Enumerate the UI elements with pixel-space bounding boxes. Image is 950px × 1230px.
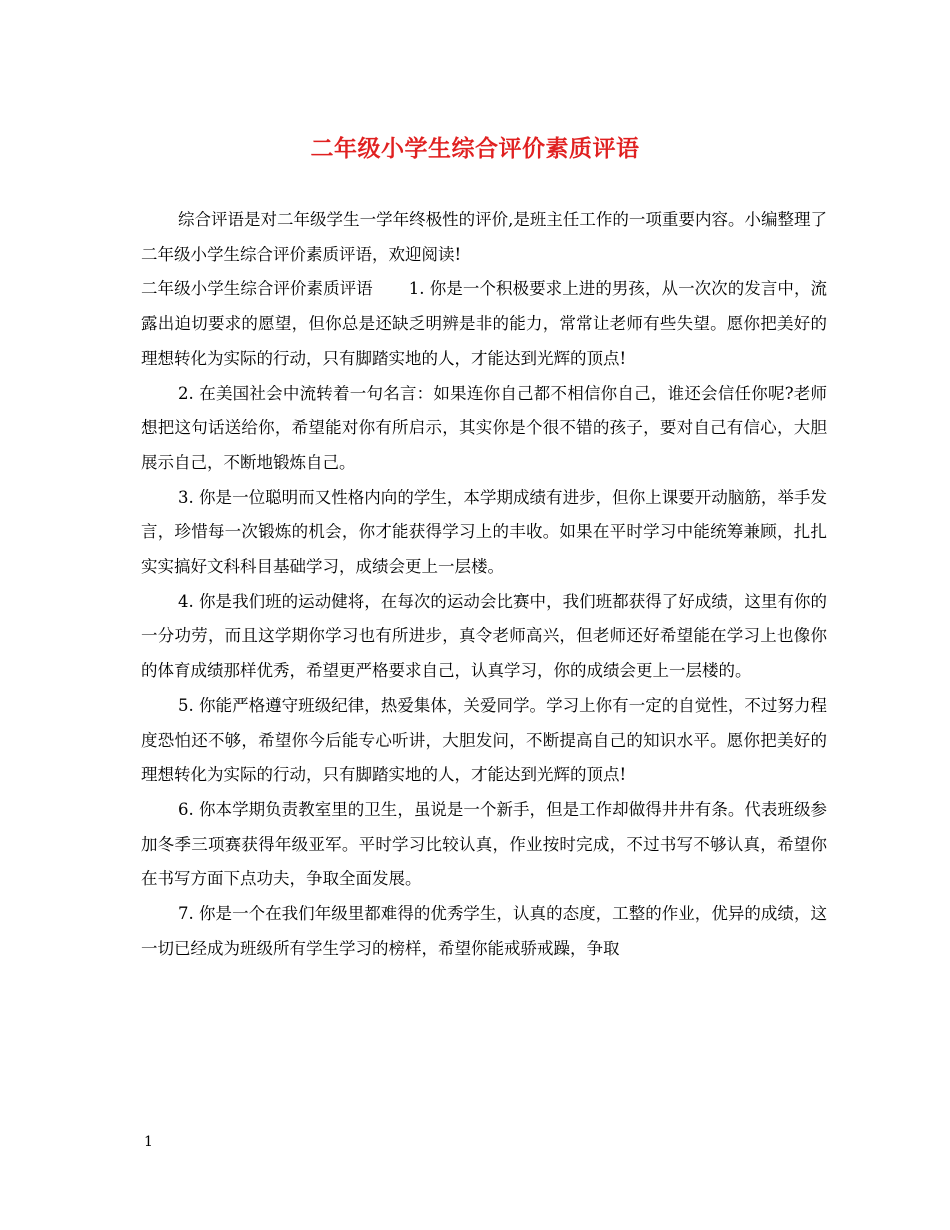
comment-item-3: 3. 你是一位聪明而又性格内向的学生，本学期成绩有进步，但你上课要开动脑筋，举手发言，珍惜每一次锻炼的机会，你才能获得学习上的丰收。如果在平时学习中能统筹兼顾，扎扎实实搞好文科科目基础学习，成绩会更上一层楼。: [141, 487, 827, 577]
document-title: 二年级小学生综合评价素质评语: [310, 136, 640, 162]
intro-paragraph: 综合评语是对二年级学生一学年终极性的评价,是班主任工作的一项重要内容。小编整理了二年级小学生综合评价素质评语，欢迎阅读!: [141, 210, 827, 264]
document-body: [141, 203, 827, 966]
section-subheading: 二年级小学生综合评价素质评语: [141, 279, 373, 299]
comment-item-5: 5. 你能严格遵守班级纪律，热爱集体，关爱同学。学习上你有一定的自觉性，不过努力程度恐怕还不够，希望你今后能专心听讲，大胆发问，不断提高自己的知识水平。愿你把美好的理想转化为实际的行动，只有脚踏实地的人，才能达到光辉的顶点!: [141, 695, 827, 785]
comment-item-6: 6. 你本学期负责教室里的卫生，虽说是一个新手，但是工作却做得井井有条。代表班级参加冬季三项赛获得年级亚军。平时学习比较认真，作业按时完成，不过书写不够认真，希望你在书写方面下点功夫，争取全面发展。: [141, 799, 827, 889]
comment-item-7: 7. 你是一个在我们年级里都难得的优秀学生，认真的态度，工整的作业，优异的成绩，这一切已经成为班级所有学生学习的榜样，希望你能戒骄戒躁，争取: [141, 904, 827, 958]
comment-item-2: 2. 在美国社会中流转着一句名言：如果连你自己都不相信你自己，谁还会信任你呢?老师想把这句话送给你，希望能对你有所启示，其实你是个很不错的孩子，要对自己有信心，大胆展示自己，不断地锻炼自己。: [141, 383, 827, 472]
subheading-with-first-item: [141, 272, 827, 376]
comment-item-4: 4. 你是我们班的运动健将，在每次的运动会比赛中，我们班都获得了好成绩，这里有你的一分功劳，而且这学期你学习也有所进步，真令老师高兴，但老师还好希望能在学习上也像你的体育成绩那样优秀，希望更严格要求自己，认真学习，你的成绩会更上一层楼的。: [141, 591, 827, 681]
comment-item-1: 1. 你是一个积极要求上进的男孩，从一次次的发言中，流露出迫切要求的愿望，但你总是还缺乏明辨是非的能力，常常让老师有些失望。愿你把美好的理想转化为实际的行动，只有脚踏实地的人，才能达到光辉的顶点!: [141, 279, 828, 368]
page-number: 1: [144, 1134, 153, 1150]
